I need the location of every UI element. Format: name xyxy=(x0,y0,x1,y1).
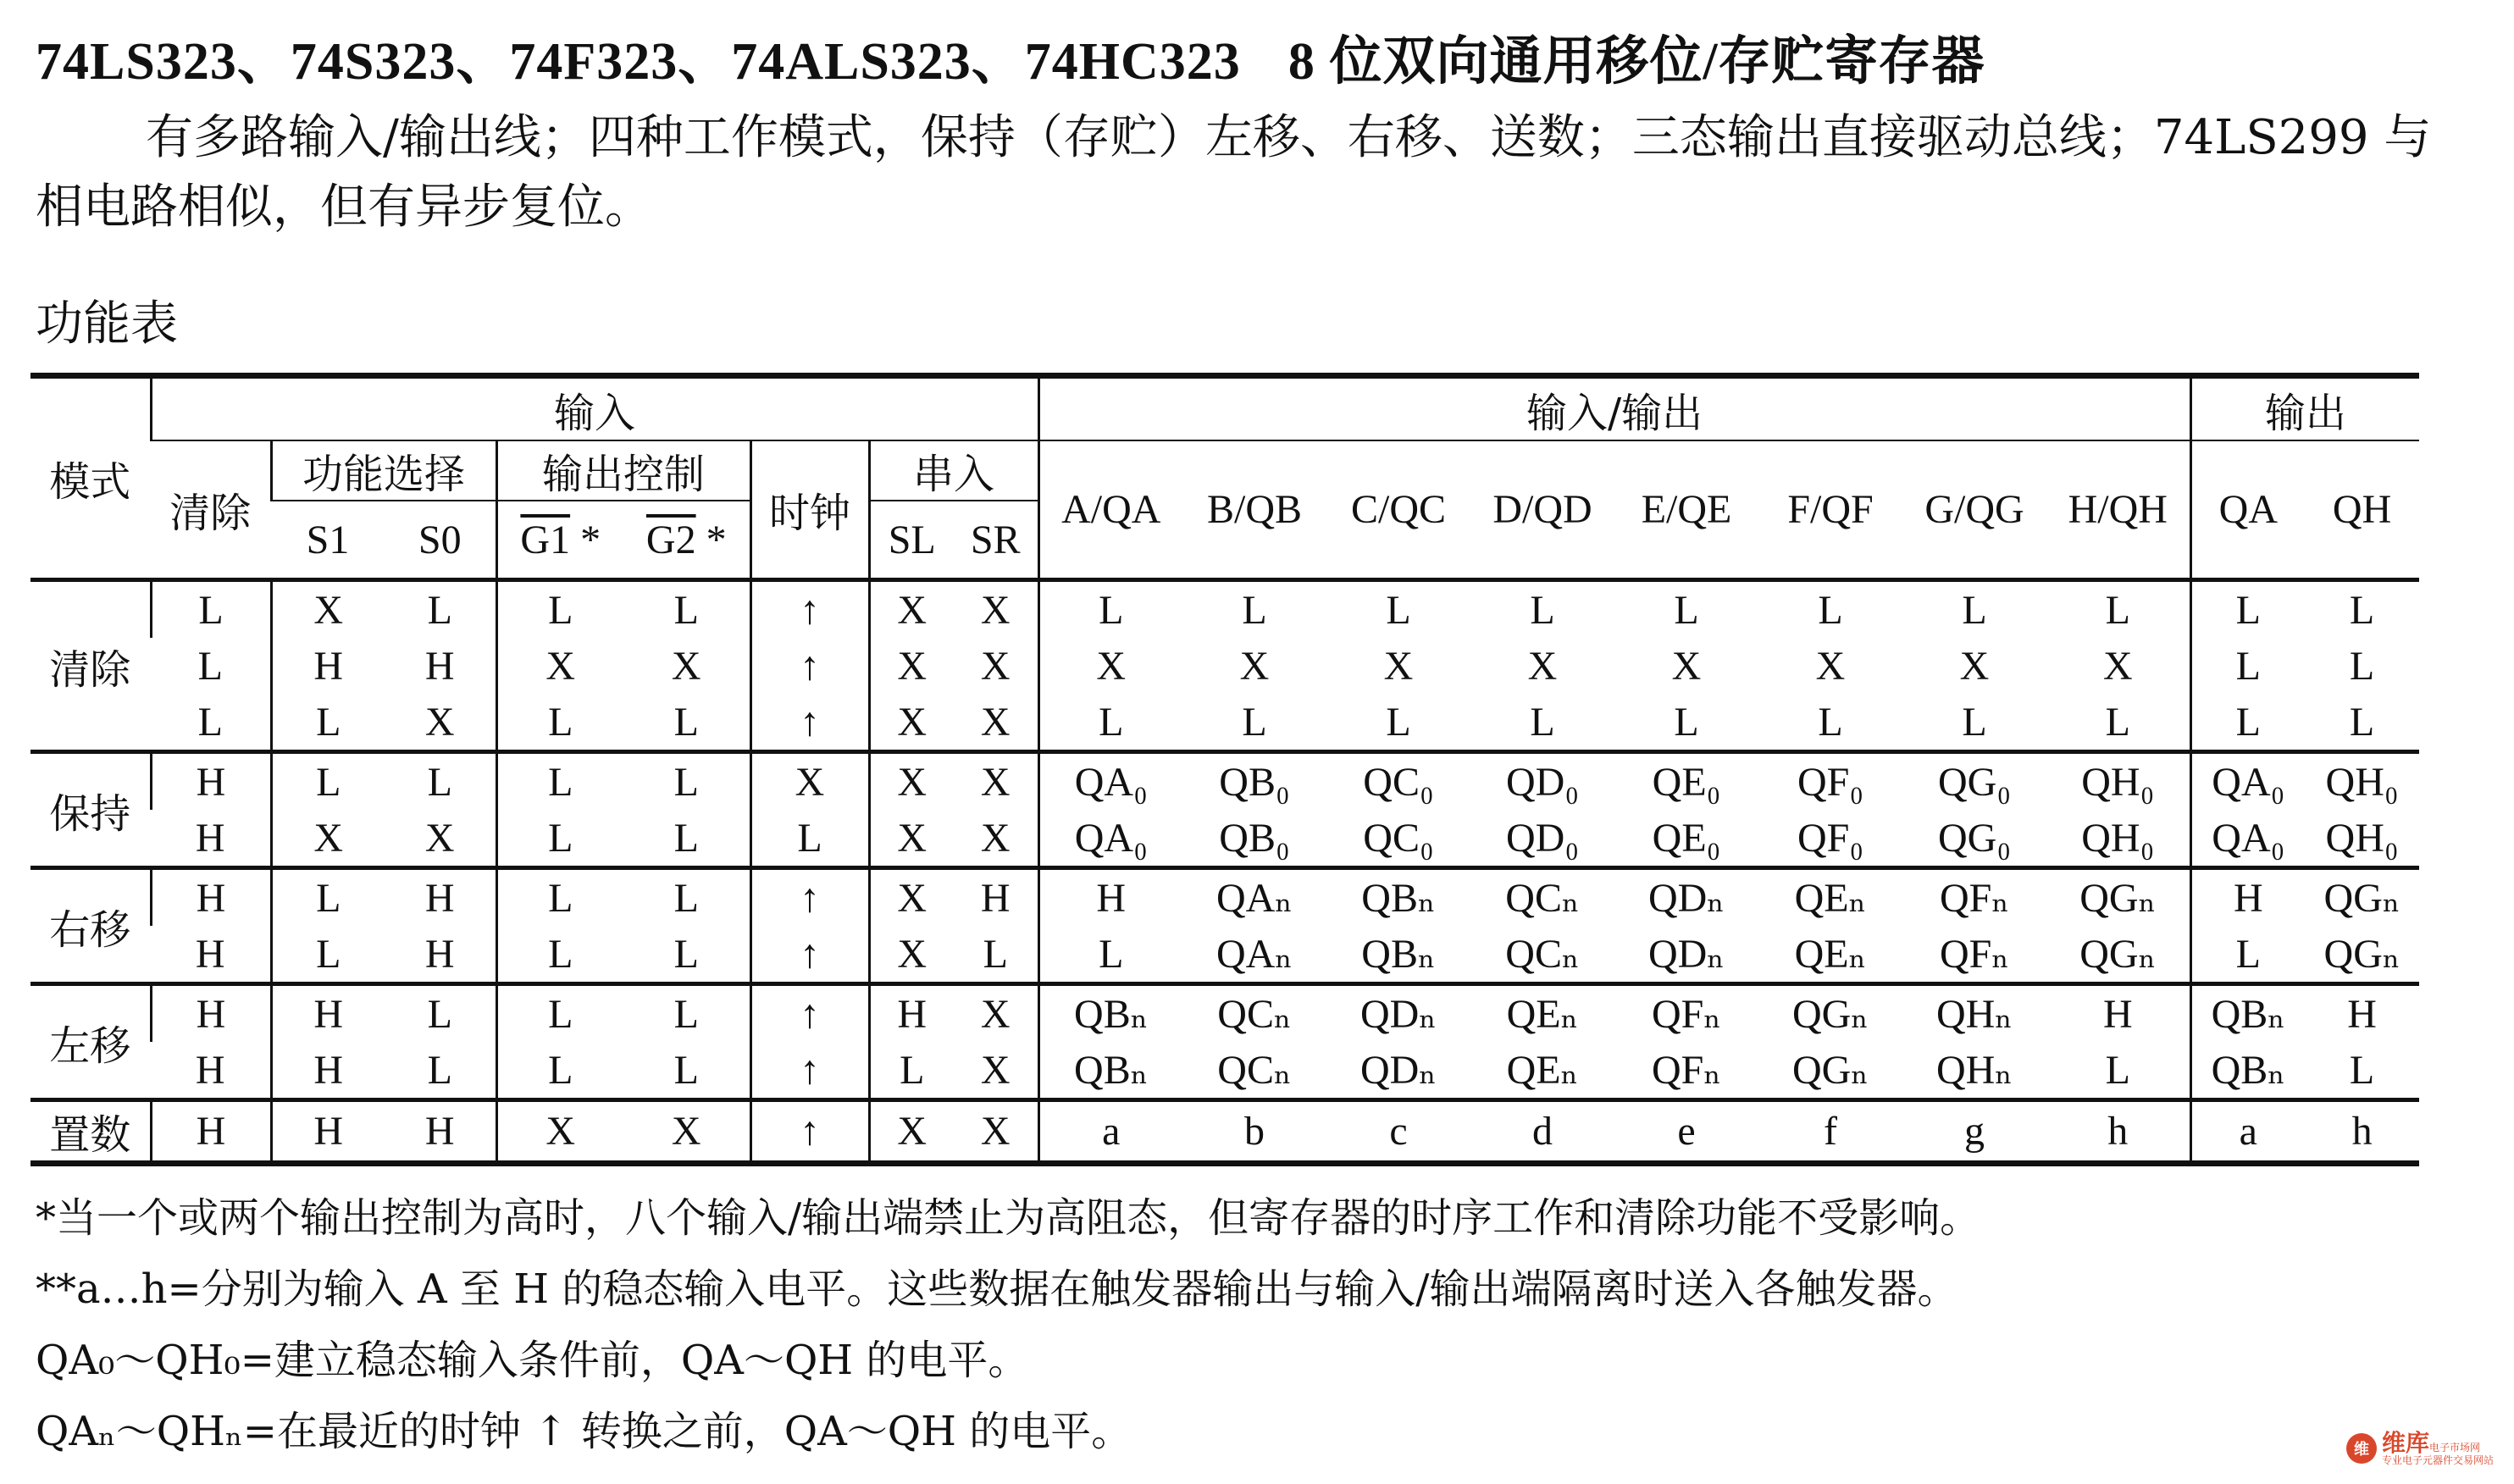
header-s1: S1 xyxy=(271,501,385,580)
table-cell: QA₀ xyxy=(2190,810,2305,868)
table-cell: L xyxy=(496,868,623,927)
table-cell: H xyxy=(1038,868,1182,927)
header-sr: SR xyxy=(954,501,1038,580)
table-cell: L xyxy=(496,694,623,752)
table-cell: QCₙ xyxy=(1470,926,1614,984)
table-cell: QDₙ xyxy=(1647,876,1725,921)
table-cell: QEₙ xyxy=(1470,1042,1614,1100)
table-cell: X xyxy=(385,694,496,752)
table-cell: QHₙ xyxy=(1935,992,2013,1037)
table-cell: L xyxy=(623,926,750,984)
function-table xyxy=(30,373,2419,1166)
table-cell: QCₙ xyxy=(1505,876,1580,921)
watermark-logo-icon: 维 xyxy=(2346,1433,2377,1464)
table-cell: QBₙ xyxy=(2190,1042,2305,1100)
table-cell: X xyxy=(671,643,701,689)
header-io-e: E/QE xyxy=(1614,440,1758,580)
table-cell: L xyxy=(869,1042,954,1100)
page-title xyxy=(36,19,1985,94)
table-cell: X xyxy=(496,638,623,694)
table-cell: X xyxy=(271,810,385,868)
table-cell: QDₙ xyxy=(1326,1042,1470,1100)
table-cell: X xyxy=(954,694,1038,752)
header-out-qa: QA xyxy=(2190,440,2305,580)
table-cell: X xyxy=(1239,643,1270,689)
table-cell: L xyxy=(496,1042,623,1100)
watermark-text xyxy=(2382,1431,2494,1465)
table-cell: L xyxy=(2305,1042,2419,1100)
table-cell: QFₙ xyxy=(1902,926,2046,984)
mode-cell: 清除 xyxy=(30,580,151,752)
table-cell: X xyxy=(869,868,954,927)
table-cell: H xyxy=(385,926,496,984)
table-cell: L xyxy=(427,991,452,1037)
table-cell: ↑ xyxy=(750,868,869,927)
header-s0: S0 xyxy=(385,501,496,580)
table-cell: L xyxy=(496,580,623,639)
header-output-group: 输出 xyxy=(2190,376,2419,441)
table-cell: QB₀ xyxy=(1182,810,1326,868)
header-g2 xyxy=(623,501,750,580)
header-clock: 时钟 xyxy=(750,440,869,580)
table-cell: L xyxy=(1818,587,1843,633)
table-cell: L xyxy=(2046,1042,2190,1100)
table-cell: L xyxy=(2349,643,2375,689)
table-row xyxy=(30,1100,2419,1164)
table-cell: L xyxy=(496,926,623,984)
table-cell: QBₙ xyxy=(2190,984,2305,1043)
table-cell: e xyxy=(1614,1100,1758,1164)
table-cell: QEₙ xyxy=(1506,992,1579,1037)
table-cell: L xyxy=(271,926,385,984)
table-cell: H xyxy=(869,984,954,1043)
table-cell: L xyxy=(1326,694,1470,752)
table-cell: H xyxy=(271,638,385,694)
table-cell: X xyxy=(623,1100,750,1164)
table-cell: X xyxy=(869,580,954,639)
table-cell: L xyxy=(2305,694,2419,752)
mode-cell: 保持 xyxy=(30,752,151,868)
table-cell: QCₙ xyxy=(1217,992,1292,1037)
table-cell: X xyxy=(1671,643,1702,689)
table-cell: L xyxy=(151,580,271,639)
table-cell: QGₙ xyxy=(2323,876,2400,921)
header-io-group: 输入/输出 xyxy=(1038,376,2190,441)
table-row xyxy=(30,984,2419,1043)
table-cell: f xyxy=(1758,1100,1902,1164)
table-cell: H xyxy=(151,810,271,868)
table-cell: ↑ xyxy=(750,984,869,1043)
table-cell: H xyxy=(151,868,271,927)
table-cell: QC₀ xyxy=(1326,810,1470,868)
table-row xyxy=(30,810,2419,868)
table-cell: L xyxy=(673,875,699,921)
table-cell: QF₀ xyxy=(1797,759,1864,805)
table-cell: X xyxy=(1815,643,1846,689)
table-cell: X xyxy=(869,694,954,752)
table-cell: H xyxy=(151,752,271,811)
table-cell: QG₀ xyxy=(1937,759,2012,805)
table-cell: QA₀ xyxy=(1038,752,1182,811)
header-out-qh: QH xyxy=(2305,440,2419,580)
table-caption: 功能表 xyxy=(36,296,178,352)
table-cell: H xyxy=(271,1042,385,1100)
table-cell: H xyxy=(385,1100,496,1164)
table-cell: L xyxy=(1242,587,1267,633)
table-cell: L xyxy=(954,926,1038,984)
table-cell: H xyxy=(424,643,455,689)
table-cell: L xyxy=(1386,587,1411,633)
note-4: QAₙ～QHₙ=在最近的时钟 ↑ 转换之前，QA～QH 的电平。 xyxy=(36,1408,1132,1455)
table-cell: L xyxy=(427,587,452,633)
table-cell: QC₀ xyxy=(1363,759,1434,805)
table-cell: X xyxy=(1383,643,1414,689)
table-cell: X xyxy=(2102,643,2133,689)
table-row xyxy=(30,1042,2419,1100)
description: 有多路输入/输出线；四种工作模式，保持（存贮）左移、右移、送数；三态输出直接驱动总线；74LS299 与相电路相似，但有异步复位。 xyxy=(36,110,2432,235)
table-cell: L xyxy=(1962,587,1987,633)
table-cell: L xyxy=(673,991,699,1037)
note-1: *当一个或两个输出控制为高时，八个输入/输出端禁止为高阻态，但寄存器的时序工作和清除功能不受影响。 xyxy=(36,1194,1981,1242)
table-cell: QA₀ xyxy=(2190,752,2305,811)
table-cell: X xyxy=(954,1100,1038,1164)
table-cell: L xyxy=(2190,580,2305,639)
table-cell: QGₙ xyxy=(1791,992,1869,1037)
table-cell: ↑ xyxy=(750,694,869,752)
table-cell: L xyxy=(197,643,223,689)
table-cell: L xyxy=(2190,926,2305,984)
table-cell: L xyxy=(1674,587,1699,633)
table-cell: QD₀ xyxy=(1505,759,1580,805)
table-cell: h xyxy=(2046,1100,2190,1164)
table-cell: H xyxy=(151,1042,271,1100)
header-io-c: C/QC xyxy=(1326,440,1470,580)
table-cell: d xyxy=(1470,1100,1614,1164)
table-cell: X xyxy=(980,759,1011,805)
table-cell: ↑ xyxy=(750,638,869,694)
header-out-control: 输出控制 xyxy=(496,440,750,501)
table-cell: QD₀ xyxy=(1470,810,1614,868)
table-body xyxy=(30,580,2419,1164)
header-input-group: 输入 xyxy=(151,376,1038,441)
header-io-a: A/QA xyxy=(1038,440,1182,580)
header-mode: 模式 xyxy=(30,376,151,580)
table-cell: X xyxy=(980,587,1011,633)
table-cell: L xyxy=(496,752,623,811)
table-cell: L xyxy=(1038,694,1182,752)
table-cell: X xyxy=(1038,638,1182,694)
header-sl: SL xyxy=(869,501,954,580)
table-cell: L xyxy=(271,868,385,927)
table-cell: X xyxy=(1959,643,1990,689)
table-cell: L xyxy=(623,694,750,752)
table-cell: L xyxy=(496,984,623,1043)
header-g1-star: * xyxy=(580,517,601,562)
table-cell: QDₙ xyxy=(1614,926,1758,984)
note-2: **a…h=分别为输入 A 至 H 的稳态输入电平。这些数据在触发器输出与输入/输出端隔离时送入各触发器。 xyxy=(36,1265,1958,1313)
table-cell: X xyxy=(271,580,385,639)
table-cell: QH₀ xyxy=(2325,759,2399,805)
table-cell: L xyxy=(1470,694,1614,752)
note-3: QA₀～QH₀=建立稳态输入条件前，QA～QH 的电平。 xyxy=(36,1337,1029,1384)
table-cell: QBₙ xyxy=(1361,876,1436,921)
table-cell: L xyxy=(427,759,452,805)
header-serial-in: 串入 xyxy=(869,440,1038,501)
table-cell: QE₀ xyxy=(1614,810,1758,868)
table-cell: b xyxy=(1182,1100,1326,1164)
title-chips: 74LS323、74S323、74F323、74ALS323、74HC323 xyxy=(36,33,1241,91)
table-cell: L xyxy=(2046,694,2190,752)
table-cell: QE₀ xyxy=(1652,759,1721,805)
mode-cell: 置数 xyxy=(30,1100,151,1164)
table-cell: X xyxy=(869,752,954,811)
mode-cell: 右移 xyxy=(30,868,151,984)
table-cell: L xyxy=(1902,694,2046,752)
table-cell: QH₀ xyxy=(2081,759,2155,805)
table-row xyxy=(30,926,2419,984)
table-cell: g xyxy=(1902,1100,2046,1164)
table-cell: X xyxy=(954,1042,1038,1100)
footnotes xyxy=(36,1182,2475,1467)
table-cell: L xyxy=(385,1042,496,1100)
table-cell: X xyxy=(954,810,1038,868)
table-cell: L xyxy=(271,694,385,752)
table-cell: L xyxy=(623,1042,750,1100)
table-cell: X xyxy=(496,1100,623,1164)
table-cell: L xyxy=(1530,587,1555,633)
table-cell: ↑ xyxy=(750,580,869,639)
table-row xyxy=(30,694,2419,752)
table-row xyxy=(30,752,2419,811)
watermark-title xyxy=(2382,1431,2494,1455)
table-cell: QFₙ xyxy=(1651,992,1722,1037)
table-cell: X xyxy=(750,752,869,811)
table-cell: QEₙ xyxy=(1794,876,1867,921)
table-cell: QBₙ xyxy=(1038,1042,1182,1100)
table-cell: X xyxy=(385,810,496,868)
table-cell: a xyxy=(1038,1100,1182,1164)
table-cell: QAₙ xyxy=(1215,876,1293,921)
table-cell: X xyxy=(869,926,954,984)
table-cell: H xyxy=(271,984,385,1043)
table-cell: H xyxy=(151,984,271,1043)
table-cell: X xyxy=(980,991,1011,1037)
table-cell: L xyxy=(2349,587,2375,633)
table-cell: X xyxy=(869,1100,954,1164)
table-cell: L xyxy=(623,810,750,868)
table-cell: QFₙ xyxy=(1939,876,2010,921)
table-cell: H xyxy=(2102,991,2133,1037)
table-cell: L xyxy=(1182,694,1326,752)
header-g2-label: G2 xyxy=(645,517,696,562)
table-cell: L xyxy=(496,810,623,868)
title-name: 8 位双向通用移位/存贮寄存器 xyxy=(1287,33,1985,91)
header-g1 xyxy=(496,501,623,580)
table-cell: QGₙ xyxy=(1758,1042,1902,1100)
header-io-g: G/QG xyxy=(1902,440,2046,580)
table-cell: X xyxy=(980,643,1011,689)
table-cell: QDₙ xyxy=(1359,992,1437,1037)
table-cell: QB₀ xyxy=(1219,759,1290,805)
table-cell: L xyxy=(673,759,699,805)
table-cell: L xyxy=(271,752,385,811)
table-cell: QH₀ xyxy=(2305,810,2419,868)
header-io-f: F/QF xyxy=(1758,440,1902,580)
table-cell: QG₀ xyxy=(1902,810,2046,868)
table-cell: H xyxy=(2190,868,2305,927)
table-cell: H xyxy=(424,875,455,921)
table-cell: H xyxy=(980,875,1011,921)
table-cell: a xyxy=(2190,1100,2305,1164)
table-cell: L xyxy=(2190,694,2305,752)
table-cell: L xyxy=(2105,587,2130,633)
watermark-subtitle: 专业电子元器件交易网站 xyxy=(2382,1454,2495,1466)
table-cell: H xyxy=(151,1100,271,1164)
table-row xyxy=(30,638,2419,694)
table-cell: QAₙ xyxy=(1182,926,1326,984)
table-cell: L xyxy=(1614,694,1758,752)
table-cell: H xyxy=(2347,991,2377,1037)
table-cell: QFₙ xyxy=(1614,1042,1758,1100)
table-cell: L xyxy=(1038,926,1182,984)
mode-cell: 左移 xyxy=(30,984,151,1100)
table-cell: QHₙ xyxy=(1902,1042,2046,1100)
table-cell: L xyxy=(673,587,699,633)
table-cell: QEₙ xyxy=(1758,926,1902,984)
watermark-name: 维库 xyxy=(2382,1429,2430,1457)
table-cell: X xyxy=(869,638,954,694)
table-cell: ↑ xyxy=(750,1100,869,1164)
header-clear: 清除 xyxy=(151,440,271,580)
table-cell: QCₙ xyxy=(1182,1042,1326,1100)
table-cell: H xyxy=(271,1100,385,1164)
table-cell: X xyxy=(869,810,954,868)
header-io-h: H/QH xyxy=(2046,440,2190,580)
table-cell: ↑ xyxy=(750,1042,869,1100)
table-cell: QH₀ xyxy=(2046,810,2190,868)
header-func-select: 功能选择 xyxy=(271,440,496,501)
table-cell: QBₙ xyxy=(1038,984,1182,1043)
header-io-d: D/QD xyxy=(1470,440,1614,580)
table-cell: L xyxy=(750,810,869,868)
table-cell: L xyxy=(151,694,271,752)
table-cell: QGₙ xyxy=(2305,926,2419,984)
header-g1-label: G1 xyxy=(520,517,571,562)
header-io-b: B/QB xyxy=(1182,440,1326,580)
header-g2-star: * xyxy=(706,517,727,562)
table-cell: h xyxy=(2305,1100,2419,1164)
table-cell: L xyxy=(1038,580,1182,639)
table-cell: QA₀ xyxy=(1038,810,1182,868)
table-cell: ↑ xyxy=(750,926,869,984)
table-row xyxy=(30,868,2419,927)
table-cell: H xyxy=(151,926,271,984)
watermark xyxy=(2346,1431,2494,1465)
table-cell: c xyxy=(1326,1100,1470,1164)
table-cell: QGₙ xyxy=(2046,926,2190,984)
table-cell: QF₀ xyxy=(1758,810,1902,868)
table-cell: QBₙ xyxy=(1326,926,1470,984)
table-cell: L xyxy=(2190,638,2305,694)
table-cell: QGₙ xyxy=(2079,876,2157,921)
watermark-tag: 电子市场网 xyxy=(2429,1442,2481,1454)
table-cell: L xyxy=(1758,694,1902,752)
table-row xyxy=(30,580,2419,639)
table-cell: X xyxy=(1527,643,1558,689)
